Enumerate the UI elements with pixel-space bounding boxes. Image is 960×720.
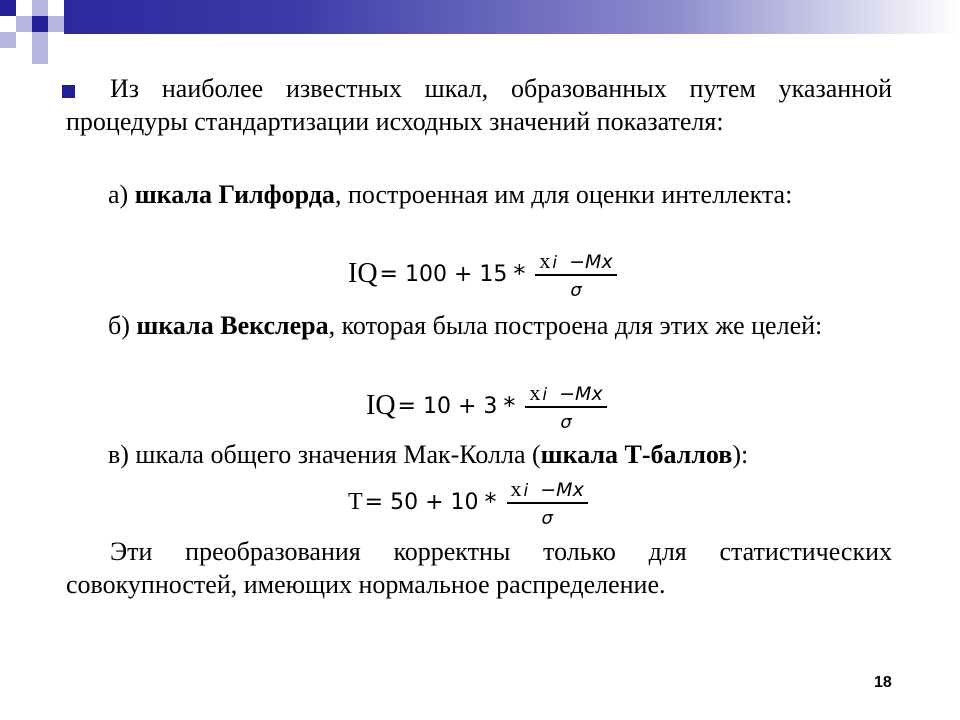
fraction-numerator xyxy=(525,380,606,406)
multiply-sign: * xyxy=(484,488,497,517)
formula-guilford xyxy=(348,248,617,301)
item-c-prefix: в) шкала общего значения Мак-Колла ( xyxy=(108,440,541,469)
numerator-x: x xyxy=(529,380,541,405)
header-gradient-bar xyxy=(0,0,960,34)
item-b-paragraph xyxy=(66,309,892,342)
formula-lhs: T xyxy=(348,488,363,515)
page-number: 18 xyxy=(874,674,892,691)
formula-lhs: IQ xyxy=(348,258,378,290)
formula-rhs: = 100 + 15 xyxy=(379,261,508,287)
numerator-x: x xyxy=(510,476,522,501)
item-c-paragraph xyxy=(66,438,892,471)
conclusion-text: Эти преобразования корректны только для статистических совокупностей, имеющих нормальное распределение. xyxy=(66,537,892,599)
formula-lhs: IQ xyxy=(366,390,396,422)
formula-mccall xyxy=(348,476,588,529)
fraction-denominator: σ xyxy=(560,411,572,433)
item-b-suffix: , которая была построена для этих же целей: xyxy=(328,311,823,340)
numerator-subscript: i xyxy=(542,385,548,405)
fraction xyxy=(525,380,606,433)
intro-text: Из наиболее известных шкал, образованных путем указанной процедуры стандартизации исходных значений показателя: xyxy=(66,74,892,136)
conclusion-paragraph xyxy=(66,535,892,601)
multiply-sign: * xyxy=(503,392,516,421)
numerator-subscript: i xyxy=(523,481,529,501)
item-c-scale-name: шкала Т-баллов xyxy=(540,440,733,469)
item-a-scale-name: шкала Гилфорда xyxy=(134,180,335,209)
fraction-numerator xyxy=(507,476,588,502)
fraction-bar xyxy=(535,274,616,276)
item-a-prefix: а) xyxy=(108,180,135,209)
numerator-x: x xyxy=(539,248,551,273)
fraction xyxy=(535,248,616,301)
fraction-denominator: σ xyxy=(570,279,582,301)
item-b-scale-name: шкала Векслера xyxy=(136,311,329,340)
intro-paragraph xyxy=(66,72,892,138)
fraction-numerator xyxy=(535,248,616,274)
formula-rhs: = 50 + 10 xyxy=(364,489,479,515)
fraction-bar xyxy=(507,502,588,504)
item-a-paragraph xyxy=(66,178,892,211)
formula-rhs: = 10 + 3 xyxy=(397,393,498,419)
formula-wechsler xyxy=(366,380,607,433)
item-c-suffix: ): xyxy=(732,440,749,469)
fraction-denominator: σ xyxy=(541,507,553,529)
numerator-mean: −Mx xyxy=(559,383,603,405)
numerator-subscript: i xyxy=(552,253,558,273)
numerator-mean: −Mx xyxy=(569,251,613,273)
item-a-suffix: , построенная им для оценки интеллекта: xyxy=(334,180,793,209)
item-b-prefix: б) xyxy=(108,311,137,340)
multiply-sign: * xyxy=(513,260,526,289)
numerator-mean: −Mx xyxy=(540,479,584,501)
fraction xyxy=(507,476,588,529)
fraction-bar xyxy=(525,406,606,408)
